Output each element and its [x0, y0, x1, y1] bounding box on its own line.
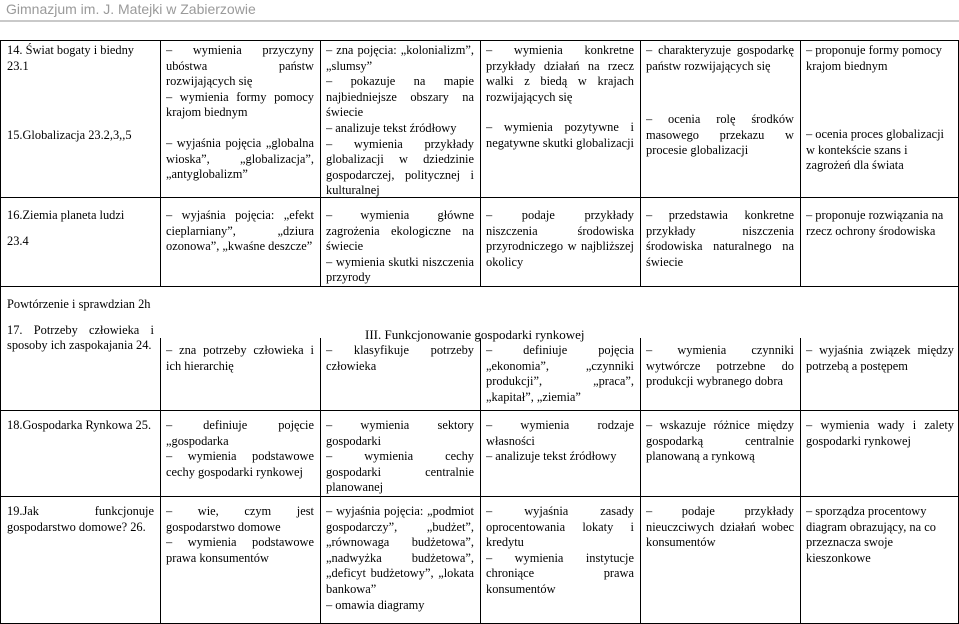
requirements-cell — [326, 504, 474, 613]
curriculum-table — [0, 40, 959, 624]
column-divider — [480, 338, 481, 624]
requirement-item: – wymienia przykłady globalizacji w dziedzinie gospodarczej, politycznej i kulturalnej — [326, 136, 474, 198]
requirement-item: – analizuje tekst źródłowy — [486, 449, 617, 464]
requirement-item: – wie, czym jest gospodarstwo domowe — [166, 504, 314, 534]
requirement-item: – zna pojęcia: „kolonializm”, „slumsy” — [326, 43, 474, 73]
requirement-item: – przedstawia konkretne przykłady niszczenia środowiska naturalnego na świecie — [646, 208, 794, 269]
column-divider — [320, 40, 321, 286]
requirements-cell — [486, 418, 634, 465]
lesson-title: 15.Globalizacja 23.2,3,,5 — [7, 128, 132, 143]
column-divider — [320, 338, 321, 624]
lesson-title: Powtórzenie i sprawdzian 2h — [7, 297, 151, 311]
requirements-cell — [486, 208, 634, 270]
lesson-title: 18.Gospodarka Rynkowa 25. — [7, 418, 152, 432]
requirements-cell — [326, 43, 474, 199]
requirements-cell — [166, 43, 314, 183]
school-name: Gimnazjum im. J. Matejki w Zabierzowie — [6, 1, 256, 17]
requirement-item: – wymienia podstawowe prawa konsumentów — [166, 535, 314, 565]
requirements-cell — [806, 418, 954, 449]
column-divider — [480, 40, 481, 286]
requirement-item: – wymienia podstawowe cechy gospodarki rynkowej — [166, 449, 314, 479]
requirement-item: – wymienia sektory gospodarki — [326, 418, 474, 448]
requirement-item: – proponuje formy pomocy krajom biednym — [806, 43, 942, 73]
requirement-item: – wymienia główne zagrożenia ekologiczne na świecie — [326, 208, 474, 254]
header-divider — [0, 20, 959, 22]
column-divider — [640, 338, 641, 624]
requirement-item: – definiuje pojęcie „gospodarka — [166, 418, 314, 448]
requirements-cell — [646, 504, 794, 551]
requirements-cell — [486, 504, 634, 598]
requirements-cell — [166, 504, 314, 566]
requirement-item: – analizuje tekst źródłowy — [326, 120, 457, 135]
requirement-item: – podaje przykłady niszczenia środowiska przyrodniczego w najbliższej okolicy — [486, 208, 634, 269]
requirement-item: – wymienia cechy gospodarki centralnie planowanej — [326, 449, 474, 495]
requirement-item: – wyjaśnia pojęcia: „podmiot gospodarczy”, „budżet”, „równowaga budżetowa”, „nadwyżka budżetowa”, „deficyt budżetowy”, „lokata bankowa” — [326, 504, 474, 596]
column-divider — [800, 40, 801, 286]
section-title: III. Funkcjonowanie gospodarki rynkowej — [365, 327, 585, 342]
row-divider — [0, 286, 959, 287]
lesson-title: 16.Ziemia planeta ludzi — [7, 208, 125, 222]
lesson-cell — [7, 297, 154, 354]
lesson-cell — [7, 504, 154, 535]
requirement-item: – klasyfikuje potrzeby człowieka — [326, 343, 474, 373]
requirement-item: – omawia diagramy — [326, 597, 425, 612]
requirement-item: – wymienia konkretne przykłady działań na rzecz walki z biedą w krajach rozwijających się — [486, 43, 634, 104]
requirements-cell — [486, 43, 634, 152]
column-divider — [160, 40, 161, 286]
lesson-title: 14. Świat bogaty i biedny 23.1 — [7, 43, 134, 73]
requirement-item: – wymienia formy pomocy krajom biednym — [166, 89, 314, 120]
column-divider — [640, 40, 641, 286]
requirements-cell — [166, 208, 314, 255]
requirement-item: – charakteryzuje gospodarkę państw rozwijających się — [646, 43, 794, 73]
requirements-cell — [806, 504, 954, 566]
requirement-item: – wymienia rodzaje własności — [486, 418, 634, 448]
requirements-cell — [646, 418, 794, 465]
requirement-item: – wyjaśnia związek między potrzebą a postępem — [806, 343, 954, 373]
requirement-item: – definiuje pojęcia „ekonomia”, „czynniki produkcji”, „praca”, „kapitał”, „ziemia” — [486, 343, 634, 404]
requirements-cell — [646, 343, 794, 390]
requirement-item: – proponuje rozwiązania na rzecz ochrony środowiska — [806, 208, 944, 238]
requirement-item: – wymienia instytucje chroniące prawa konsumentów — [486, 550, 634, 596]
requirements-cell — [646, 43, 794, 159]
column-divider — [800, 338, 801, 624]
requirement-item: – ocenia rolę środków masowego przekazu w procesie globalizacji — [646, 112, 794, 158]
requirements-cell — [806, 208, 954, 239]
requirements-cell — [326, 418, 474, 496]
lesson-cell — [7, 43, 154, 144]
requirement-item: – wyjaśnia pojęcia „globalna wioska”, „globalizacja”, „antyglobalizm” — [166, 135, 314, 182]
requirement-item: – wymienia pozytywne i negatywne skutki globalizacji — [486, 120, 634, 150]
column-divider — [0, 40, 1, 624]
requirement-item: – zna potrzeby człowieka i ich hierarchię — [166, 343, 314, 373]
requirements-cell — [166, 418, 314, 480]
lesson-title: 23.4 — [7, 233, 29, 248]
requirement-item: – ocenia proces globalizacji w kontekście szans i zagrożeń dla świata — [806, 127, 944, 173]
requirements-cell — [326, 208, 474, 286]
requirement-item: – pokazuje na mapie najbiedniejsze obszary na świecie — [326, 74, 474, 120]
requirement-item: – sporządza procentowy diagram obrazujący, na co przeznacza swoje kieszonkowe — [806, 504, 936, 565]
page-header — [0, 0, 959, 40]
requirements-cell — [166, 343, 314, 374]
requirement-item: – wymienia przyczyny ubóstwa państw rozwijających się — [166, 43, 314, 89]
lesson-title: 19.Jak funkcjonuje gospodarstwo domowe? 26. — [7, 504, 154, 534]
requirement-item: – wskazuje różnice między gospodarką centralnie planowaną a rynkową — [646, 418, 794, 464]
requirements-cell — [806, 343, 954, 374]
column-divider — [160, 338, 161, 624]
requirements-cell — [326, 343, 474, 374]
requirement-item: – wymienia skutki niszczenia przyrody — [326, 254, 474, 285]
requirement-item: – podaje przykłady nieuczciwych działań wobec konsumentów — [646, 504, 794, 550]
requirement-item: – wyjaśnia zasady oprocentowania lokaty i kredytu — [486, 504, 634, 550]
requirement-item: – wymienia czynniki wytwórcze potrzebne do produkcji wybranego dobra — [646, 343, 794, 389]
requirement-item: – wyjaśnia pojęcia: „efekt cieplarniany”, „dziura ozonowa”, „kwaśne deszcze” — [166, 208, 314, 254]
requirement-item: – wymienia wady i zalety gospodarki rynkowej — [806, 418, 954, 448]
requirements-cell — [646, 208, 794, 270]
requirements-cell — [806, 43, 954, 174]
requirements-cell — [486, 343, 634, 405]
lesson-cell — [7, 208, 154, 249]
lesson-title: 17. Potrzeby człowieka i sposoby ich zaspokajania 24. — [7, 322, 154, 353]
lesson-cell — [7, 418, 154, 434]
